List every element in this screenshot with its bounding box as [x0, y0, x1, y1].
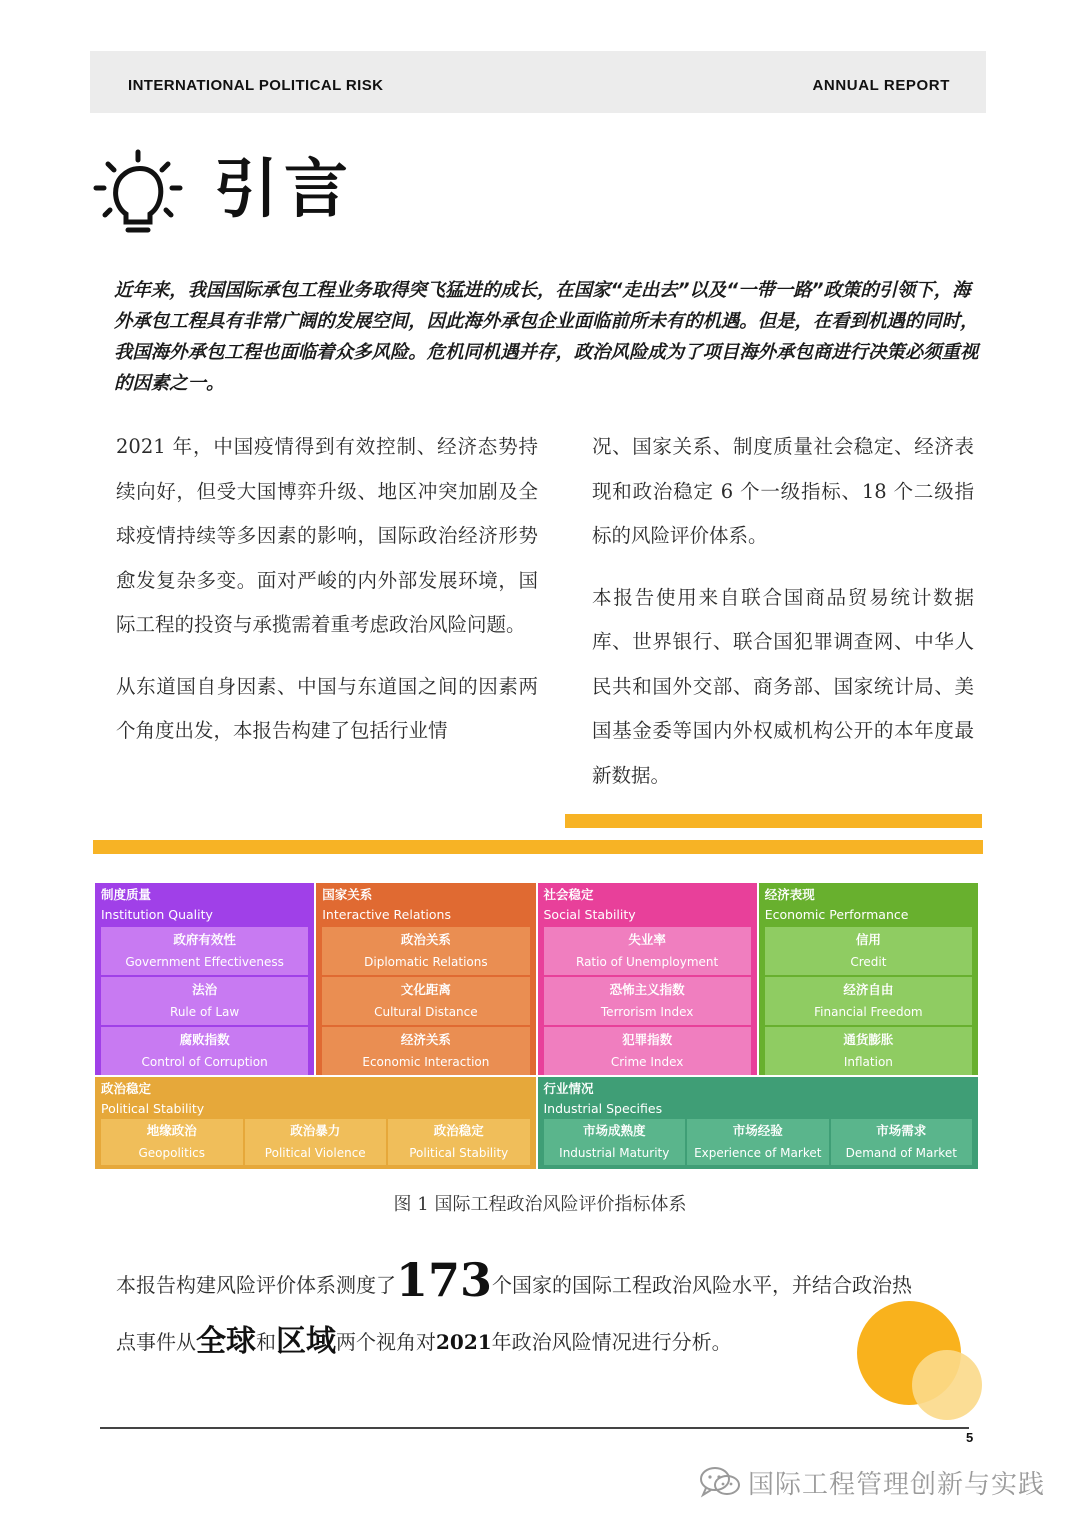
indicator-cell: [101, 1119, 243, 1165]
indicator-name-en: Financial Freedom: [814, 1005, 923, 1019]
indicator-name-en: Crime Index: [610, 1055, 684, 1069]
indicator-system-diagram: [95, 883, 980, 1169]
indicator-name-zh: 政治关系: [400, 932, 451, 947]
indicator-name-zh: 政治暴力: [290, 1123, 341, 1138]
body-paragraph: 2021 年，中国疫情得到有效控制、经济态势持续向好，但受大国博弈升级、地区冲突加剧及全球疫情持续等多因素的影响，国际政治经济形势愈发复杂多变。面对严峻的内外部发展环境，国际工程的投资与承揽需着重考虑政治风险问题。: [116, 435, 538, 636]
indicator-name-zh: 失业率: [628, 932, 666, 947]
category-block: [759, 883, 978, 1075]
category-name-en: Industrial Specifies: [543, 1101, 663, 1116]
year: 2021: [436, 1330, 492, 1354]
watermark-text: 国际工程管理创新与实践: [748, 1469, 1046, 1500]
indicator-name-en: Political Violence: [264, 1146, 366, 1160]
indicator-name-zh: 恐怖主义指数: [609, 982, 685, 997]
category-name-zh: 政治稳定: [101, 1081, 152, 1096]
category-header: [101, 1079, 204, 1119]
category-name-en: Political Stability: [101, 1101, 205, 1116]
page-header: [90, 51, 986, 113]
indicator-cell: [765, 977, 972, 1025]
category-header: [544, 885, 636, 925]
emphasis-regional: 区域: [276, 1324, 336, 1359]
indicator-cell: [101, 977, 308, 1025]
indicator-cell: [765, 1027, 972, 1075]
lightbulb-icon: [92, 148, 184, 238]
category-block: [95, 883, 314, 1075]
category-block: [538, 883, 757, 1075]
indicator-name-en: Cultural Distance: [374, 1005, 478, 1019]
category-name-zh: 社会稳定: [543, 887, 594, 902]
indicator-cell: [101, 927, 308, 975]
emphasis-global: 全球: [196, 1324, 256, 1359]
category-name-zh: 行业情况: [543, 1081, 594, 1096]
category-name-en: Social Stability: [543, 907, 636, 922]
indicator-name-en: Terrorism Index: [600, 1005, 694, 1019]
indicator-cell: [687, 1119, 829, 1165]
indicator-name-en: Inflation: [843, 1055, 893, 1069]
body-column-left: [116, 425, 538, 754]
indicator-name-en: Control of Corruption: [141, 1055, 268, 1069]
indicator-cell: [765, 927, 972, 975]
indicator-name-zh: 信用: [855, 932, 881, 947]
indicator-name-en: Geopolitics: [138, 1146, 206, 1160]
indicator-cell: [544, 1027, 751, 1075]
category-name-en: Economic Performance: [764, 907, 909, 922]
summary-text: 和: [256, 1330, 276, 1354]
category-header: [765, 885, 909, 925]
indicator-cell: [388, 1119, 530, 1165]
indicator-name-en: Ratio of Unemployment: [576, 955, 719, 969]
indicator-cell: [544, 927, 751, 975]
indicator-cell: [322, 977, 529, 1025]
indicator-cell: [831, 1119, 973, 1165]
indicator-name-en: Economic Interaction: [362, 1055, 490, 1069]
indicator-name-zh: 政府有效性: [173, 932, 236, 947]
summary-line-1: [116, 1254, 986, 1306]
summary-text: 本报告构建风险评价体系测度了: [116, 1273, 396, 1297]
decorative-band: [93, 840, 983, 854]
category-block: [95, 1077, 536, 1169]
category-block: [538, 1077, 979, 1169]
category-name-zh: 制度质量: [101, 887, 152, 902]
category-name-en: Institution Quality: [101, 907, 213, 922]
country-count: 173: [396, 1253, 493, 1307]
category-header: [544, 1079, 663, 1119]
indicator-name-zh: 经济关系: [400, 1032, 451, 1047]
footer-divider: [100, 1427, 969, 1429]
category-header: [101, 885, 213, 925]
indicator-name-en: Diplomatic Relations: [364, 955, 488, 969]
category-header: [322, 885, 451, 925]
intro-paragraph: 近年来，我国国际承包工程业务取得突飞猛进的成长，在国家“走出去”以及“一带一路”政策的引领下，海外承包工程具有非常广阔的发展空间，因此海外承包企业面临前所未有的机遇。但是，在看到机遇的同时，我国海外承包工程也面临着众多风险。危机同机遇并存，政治风险成为了项目海外承包商进行决策必须重视的因素之一。: [114, 280, 979, 394]
indicator-name-en: Rule of Law: [170, 1005, 240, 1019]
body-paragraph: 本报告使用来自联合国商品贸易统计数据库、世界银行、联合国犯罪调查网、中华人民共和国外交部、商务部、国家统计局、美国基金委等国内外权威机构公开的本年度最新数据。: [592, 585, 974, 787]
indicator-name-en: Political Stability: [409, 1146, 509, 1160]
header-right-text: ANNUAL REPORT: [812, 77, 950, 94]
category-block: [316, 883, 535, 1075]
indicator-name-en: Government Effectiveness: [125, 955, 284, 969]
indicator-name-zh: 市场经验: [732, 1123, 783, 1138]
indicator-name-en: Industrial Maturity: [559, 1146, 670, 1160]
wechat-icon: [698, 1465, 742, 1499]
summary-line-2: [116, 1316, 986, 1368]
indicator-cell: [101, 1027, 308, 1075]
indicator-name-zh: 经济自由: [843, 982, 894, 997]
watermark: [698, 1462, 1058, 1502]
indicator-name-en: Experience of Market: [694, 1146, 822, 1160]
summary-text: 两个视角对: [336, 1330, 436, 1354]
page-title: 引言: [214, 153, 354, 227]
summary-text: 点事件从: [116, 1330, 196, 1354]
category-name-zh: 经济表现: [764, 887, 815, 902]
body-paragraph: 况、国家关系、制度质量社会稳定、经济表现和政治稳定 6 个一级指标、18 个二级指标的风险评价体系。: [592, 435, 974, 547]
body-paragraph: 从东道国自身因素、中国与东道国之间的因素两个角度出发，本报告构建了包括行业情: [116, 674, 538, 742]
indicator-name-zh: 通货膨胀: [843, 1032, 894, 1047]
summary-text: 年政治风险情况进行分析。: [491, 1330, 732, 1354]
indicator-cell: [322, 1027, 529, 1075]
indicator-cell: [544, 1119, 686, 1165]
indicator-cell: [322, 927, 529, 975]
decorative-band: [565, 814, 982, 828]
indicator-cell: [245, 1119, 387, 1165]
category-name-zh: 国家关系: [322, 887, 373, 902]
indicator-name-zh: 地缘政治: [146, 1123, 197, 1138]
category-name-en: Interactive Relations: [322, 907, 451, 922]
indicator-cell: [544, 977, 751, 1025]
indicator-name-zh: 市场成熟度: [582, 1123, 646, 1138]
indicator-name-zh: 政治稳定: [433, 1123, 484, 1138]
body-column-right: [592, 425, 974, 798]
indicator-name-zh: 市场需求: [876, 1123, 927, 1138]
indicator-name-en: Credit: [850, 955, 887, 969]
indicator-name-zh: 法治: [192, 982, 218, 997]
indicator-name-zh: 犯罪指数: [622, 1032, 673, 1047]
page-number: 5: [966, 1430, 974, 1445]
header-left-text: INTERNATIONAL POLITICAL RISK: [128, 77, 384, 94]
indicator-name-en: Demand of Market: [845, 1146, 957, 1160]
indicator-name-zh: 文化距离: [400, 982, 451, 997]
indicator-name-zh: 腐败指数: [179, 1032, 230, 1047]
decorative-circle: [912, 1350, 982, 1420]
summary-text: 个国家的国际工程政治风险水平，并结合政治热: [492, 1273, 913, 1297]
figure-caption: 图 1 国际工程政治风险评价指标体系: [393, 1194, 687, 1215]
